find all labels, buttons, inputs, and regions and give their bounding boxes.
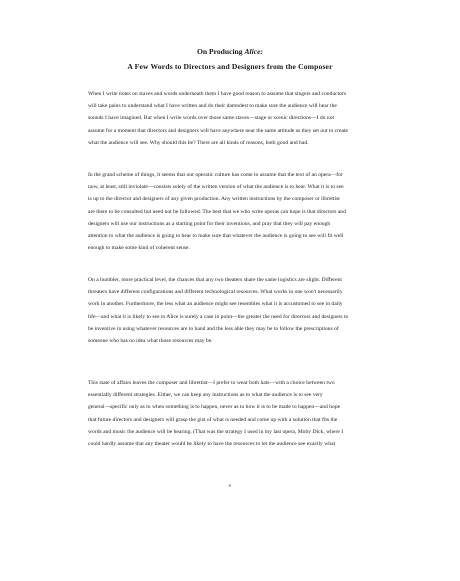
text-line: work in another. Furthermore, the less what an audience might see resembles what it is accustomed to see in daily xyxy=(88,301,343,308)
title-line-1 xyxy=(0,44,460,59)
text-line: essentially different strategies. Either, we can keep any instructions as to what the audience is to see very xyxy=(88,392,323,399)
text-line: designers will use our instructions as a starting point for their inventions, and pray that they will pay enough xyxy=(88,220,331,227)
text-line: attention to what the audience is going to hear to make sure that whatever the audience is going to see will fit well xyxy=(88,233,344,240)
text-line: When I write notes on staves and words underneath them I have good reason to assume that singers and conductors xyxy=(88,91,347,97)
paragraph-2 xyxy=(88,169,383,254)
text-line: is up to the director and designers of any given production. Any written instructions by the composer or librettist xyxy=(88,196,340,203)
text-line: assume for a moment that directors and designers will have anywhere near the same attitude as they set out to create xyxy=(88,127,349,134)
title-line-2: A Few Words to Directors and Designers from the Composer xyxy=(127,62,333,71)
text-line: words and music the audience will be hearing. (That was the strategy I used in my last opera, Moby Dick, where I xyxy=(88,428,344,435)
text-line: that future directors and designers will grasp the gist of what is needed and come up with a solution that fits the xyxy=(88,416,338,423)
text-line: what the audience will see. Why should this be? There are all kinds of reasons, both good and bad. xyxy=(88,139,309,146)
text-line: On a humbler, more practical level, the chances that any two theaters share the same logistics are slight. Different xyxy=(88,277,342,283)
text-line: are there to be consulted but need not be followed. The best that we who write operas can hope is that directors and xyxy=(88,208,346,215)
text-line: life—and what it is likely to see in Alice is surely a case in point—the greater the need for directors and designers to xyxy=(88,313,349,320)
paragraph-3 xyxy=(88,274,383,347)
text-line: sounds I have imagined. But when I write words over those same staves—stage or scenic directions—I do not xyxy=(88,115,335,122)
text-line: In the grand scheme of things, it seems that our operatic culture has come to assume that the text of an opera—for xyxy=(88,172,343,178)
text-line: This state of affairs leaves the composer and librettist—I prefer to wear both hats—with a choice between two xyxy=(88,380,335,386)
title-italic-word: Alice: xyxy=(244,47,264,56)
text-line: now, at least, still inviolate—consists solely of the written version of what the audience is to hear. What it is to see xyxy=(88,184,344,191)
title-prefix: On Producing xyxy=(196,47,245,56)
text-line: someone who has no idea what those resources may be. xyxy=(88,338,213,345)
text-line: will take pains to understand what I have written and do their damndest to make sure the audience will hear the xyxy=(88,103,337,110)
page-number: v xyxy=(228,483,232,489)
text-line: could hardly assume that any theater would be likely to have the resources to let the audience see exactly what xyxy=(88,441,336,448)
text-line: be inventive in using whatever resources are to hand and the less able they may be to follow the prescriptions of xyxy=(88,325,339,332)
text-line: general—specific only as to when something is to happen, never as to how it is to be made to happen—and hope xyxy=(88,404,341,411)
paragraph-1 xyxy=(88,88,383,149)
text-line: enough to make some kind of coherent sense. xyxy=(88,245,190,252)
text-line: threaters have different configurations and different technological resources. What works in one won't necessarily xyxy=(88,289,343,296)
paragraph-4 xyxy=(88,377,383,450)
document-title xyxy=(0,44,460,74)
